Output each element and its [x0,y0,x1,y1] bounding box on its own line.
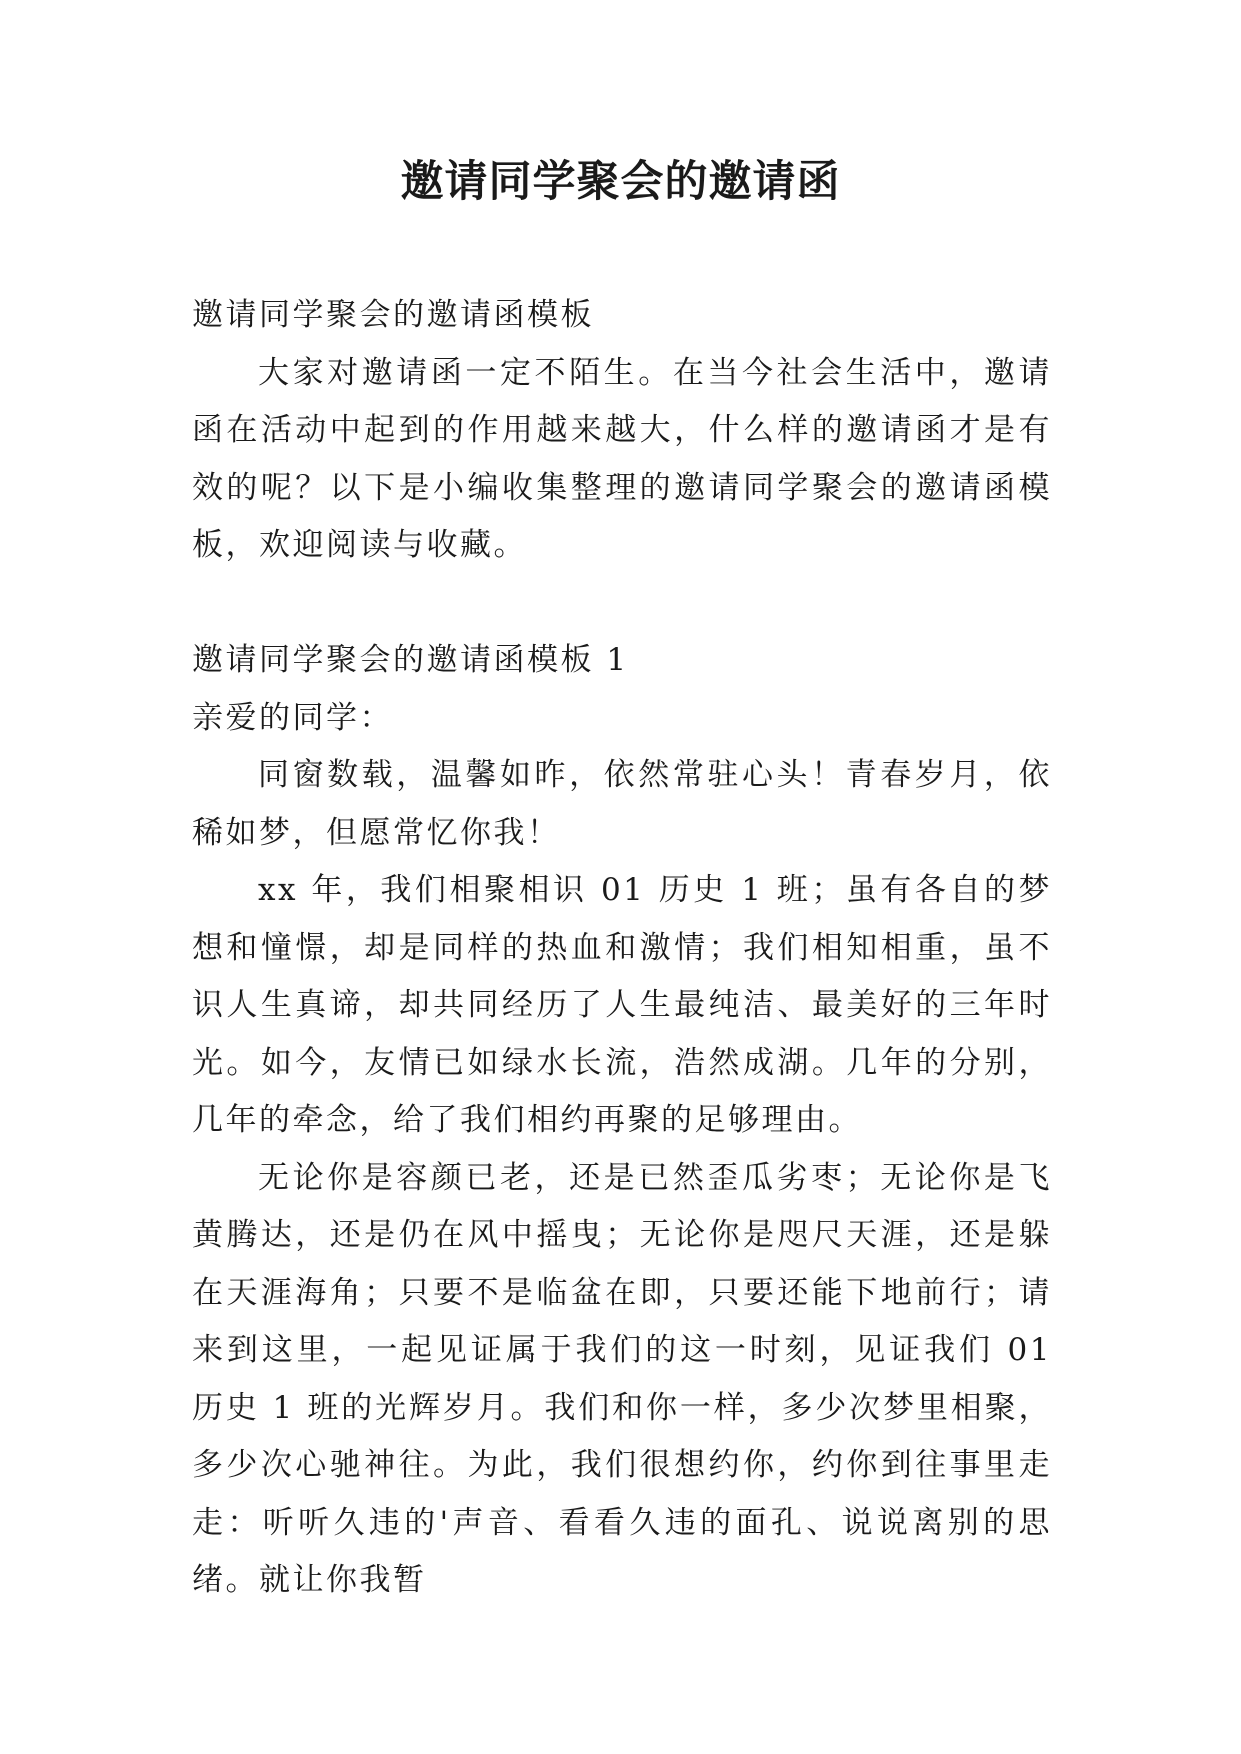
document-title: 邀请同学聚会的邀请函 [400,157,841,207]
section-heading: 邀请同学聚会的邀请函模板 1 [192,642,629,678]
document-subtitle: 邀请同学聚会的邀请函模板 [192,297,594,333]
salutation: 亲爱的同学： [192,699,393,736]
intro-paragraph: 大家对邀请函一定不陌生。在当今社会生活中，邀请函在活动中起到的作用越来越大，什么样的邀请函才是有效的呢？以下是小编收集整理的邀请同学聚会的邀请函模板，欢迎阅读与收藏。 [192,354,1052,563]
section-spacer [192,575,1052,633]
body-paragraph: 同窗数载，温馨如昨，依然常驻心头！青春岁月，依稀如梦，但愿常忆你我！ [192,757,1052,851]
document-body [192,287,1052,1610]
body-paragraph: 无论你是容颜已老，还是已然歪瓜劣枣；无论你是飞黄腾达，还是仍在风中摇曳；无论你是咫尺天涯，还是躲在天涯海角；只要不是临盆在即，只要还能下地前行；请来到这里，一起见证属于我们的这一时刻，见证我们 01 历史 1 班的光辉岁月。我们和你一样，多少次梦里相聚，多少次心驰神往。为此，我们很想约你，约你到往事里走走：听听久违的'声音、看看久违的面孔、说说离别的思绪。就让你我暂 [192,1159,1052,1598]
body-paragraph: xx 年，我们相聚相识 01 历史 1 班；虽有各自的梦想和憧憬，却是同样的热血和激情；我们相知相重，虽不识人生真谛，却共同经历了人生最纯洁、最美好的三年时光。如今，友情已如绿水长流，浩然成湖。几年的分别，几年的牵念，给了我们相约再聚的足够理由。 [192,872,1052,1138]
